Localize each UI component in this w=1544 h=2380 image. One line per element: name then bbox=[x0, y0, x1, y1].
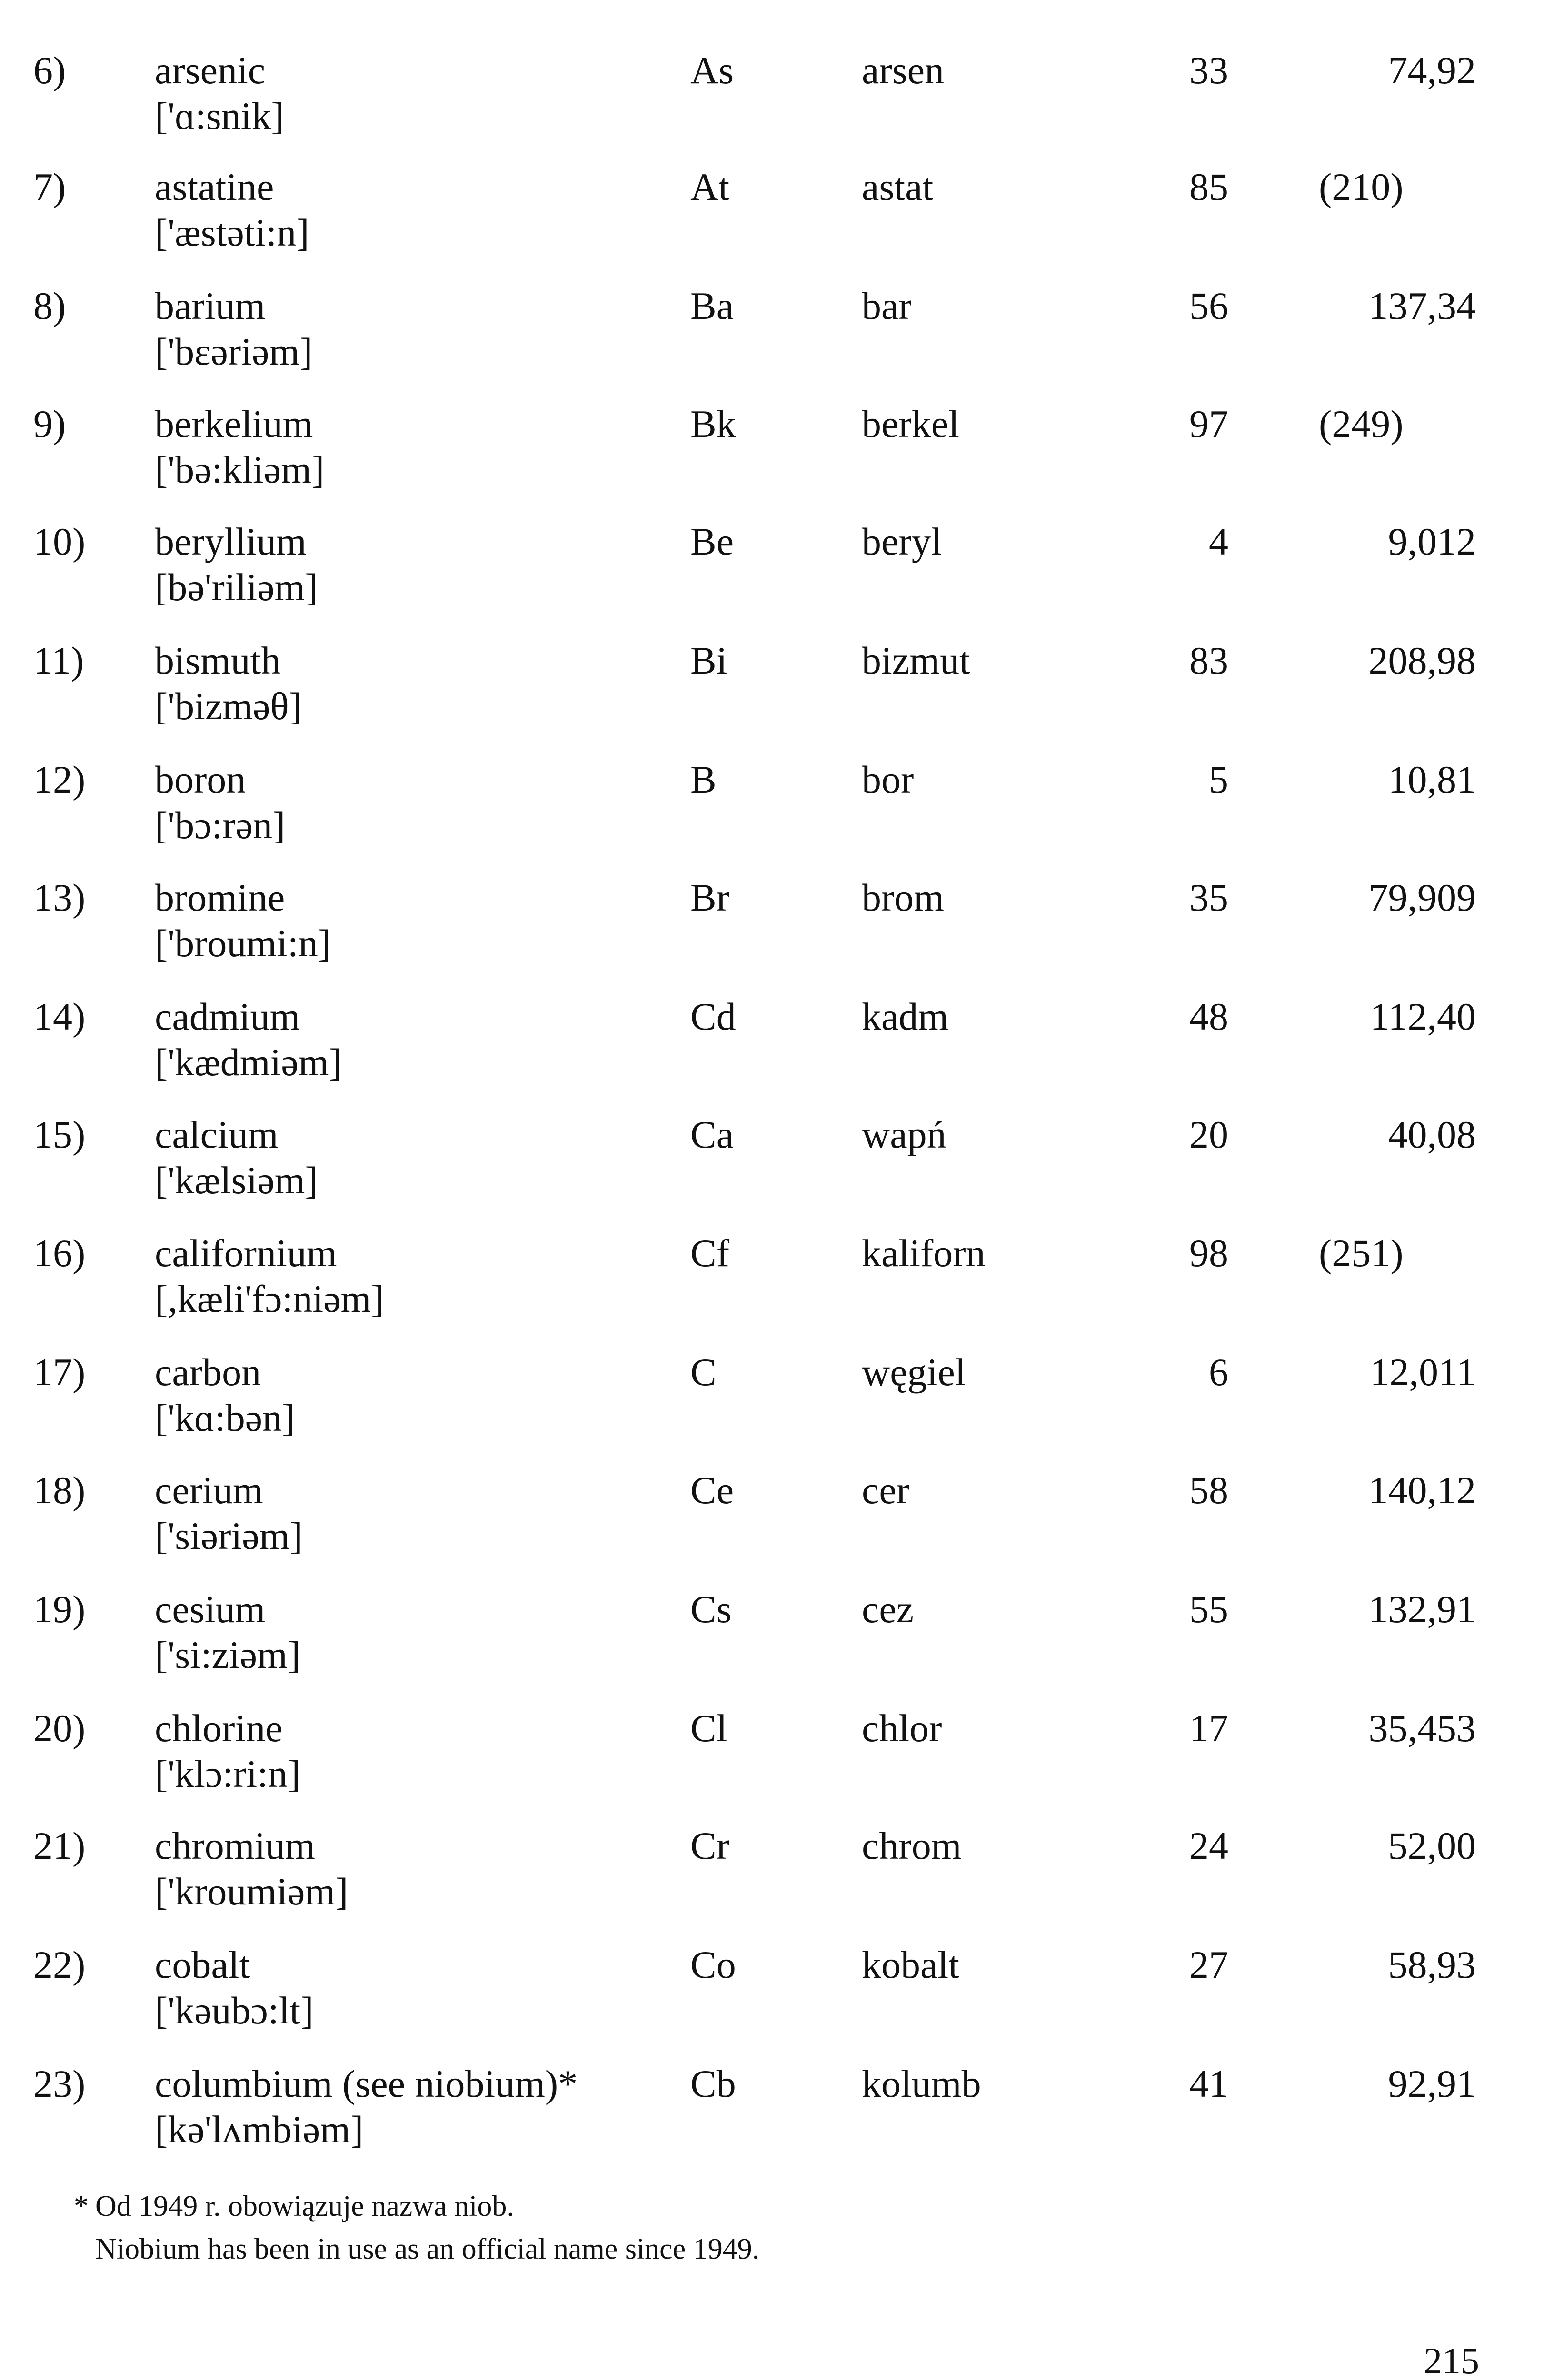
atomic-number: 17 bbox=[1189, 1706, 1228, 1750]
atomic-number: 6 bbox=[1209, 1350, 1228, 1394]
element-name: bismuth bbox=[155, 639, 281, 682]
element-symbol: Ca bbox=[690, 1113, 734, 1156]
element-name: arsenic bbox=[155, 49, 266, 92]
entry-number: 15) bbox=[33, 1113, 86, 1156]
atomic-number: 83 bbox=[1189, 639, 1228, 682]
polish-name: wapń bbox=[862, 1113, 946, 1156]
pronunciation: ['bɔ:rən] bbox=[155, 803, 286, 847]
table-row bbox=[0, 401, 1544, 516]
entry-number: 14) bbox=[33, 995, 86, 1038]
atomic-mass: 140,12 bbox=[1368, 1468, 1476, 1512]
polish-name: brom bbox=[862, 876, 945, 919]
entry-number: 12) bbox=[33, 758, 86, 801]
pronunciation: ['kɑ:bən] bbox=[155, 1396, 295, 1439]
element-symbol: Br bbox=[690, 876, 729, 919]
atomic-mass: 58,93 bbox=[1388, 1943, 1476, 1986]
element-symbol: Bk bbox=[690, 402, 736, 446]
element-name: californium bbox=[155, 1231, 337, 1275]
table-row bbox=[0, 1468, 1544, 1582]
atomic-mass: 9,012 bbox=[1388, 520, 1476, 563]
table-row bbox=[0, 283, 1544, 397]
entry-number: 7) bbox=[33, 165, 66, 208]
atomic-mass: 40,08 bbox=[1388, 1113, 1476, 1156]
element-symbol: Cd bbox=[690, 995, 736, 1038]
polish-name: bor bbox=[862, 758, 914, 801]
pronunciation: ['bə:kliəm] bbox=[155, 448, 325, 491]
pronunciation: ['bizməθ] bbox=[155, 684, 302, 728]
pronunciation: ['æstəti:n] bbox=[155, 211, 309, 254]
atomic-number: 35 bbox=[1189, 876, 1228, 919]
atomic-number: 33 bbox=[1189, 49, 1228, 92]
element-symbol: Cb bbox=[690, 2062, 736, 2105]
table-row bbox=[0, 638, 1544, 752]
polish-name: bizmut bbox=[862, 639, 970, 682]
pronunciation: ['kædmiəm] bbox=[155, 1041, 342, 1084]
entry-number: 16) bbox=[33, 1231, 86, 1275]
footnote-line-polish: Od 1949 r. obowiązuje nazwa niob. bbox=[95, 2190, 514, 2222]
element-symbol: C bbox=[690, 1350, 717, 1394]
entry-number: 13) bbox=[33, 876, 86, 919]
atomic-mass: 52,00 bbox=[1388, 1824, 1476, 1867]
table-row bbox=[0, 1942, 1544, 2056]
atomic-number: 20 bbox=[1189, 1113, 1228, 1156]
table-row bbox=[0, 875, 1544, 989]
table-row bbox=[0, 2061, 1544, 2175]
table-row bbox=[0, 1706, 1544, 1820]
element-symbol: As bbox=[690, 49, 734, 92]
table-row bbox=[0, 1112, 1544, 1226]
entry-number: 9) bbox=[33, 402, 66, 446]
element-name: cesium bbox=[155, 1587, 266, 1631]
polish-name: kaliforn bbox=[862, 1231, 986, 1275]
entry-number: 21) bbox=[33, 1824, 86, 1867]
element-name: boron bbox=[155, 758, 246, 801]
polish-name: chrom bbox=[862, 1824, 962, 1867]
pronunciation: ['siəriəm] bbox=[155, 1514, 303, 1557]
polish-name: bar bbox=[862, 284, 912, 327]
element-name: chromium bbox=[155, 1824, 316, 1867]
pronunciation: ['si:ziəm] bbox=[155, 1633, 301, 1676]
atomic-number: 41 bbox=[1189, 2062, 1228, 2105]
element-symbol: B bbox=[690, 758, 717, 801]
polish-name: kadm bbox=[862, 995, 949, 1038]
atomic-number: 4 bbox=[1209, 520, 1228, 563]
element-name: bromine bbox=[155, 876, 285, 919]
entry-number: 8) bbox=[33, 284, 66, 327]
polish-name: beryl bbox=[862, 520, 942, 563]
footnote-line-english: Niobium has been in use as an official name since 1949. bbox=[95, 2233, 760, 2265]
pronunciation: ['kælsiəm] bbox=[155, 1159, 318, 1202]
element-symbol: Co bbox=[690, 1943, 736, 1986]
atomic-number: 48 bbox=[1189, 995, 1228, 1038]
atomic-number: 27 bbox=[1189, 1943, 1228, 1986]
element-symbol: Ce bbox=[690, 1468, 734, 1512]
footnote-marker: * bbox=[74, 2190, 89, 2222]
entry-number: 17) bbox=[33, 1350, 86, 1394]
element-name: astatine bbox=[155, 165, 274, 208]
element-name: calcium bbox=[155, 1113, 279, 1156]
atomic-number: 55 bbox=[1189, 1587, 1228, 1631]
element-symbol: Cr bbox=[690, 1824, 729, 1867]
atomic-number: 85 bbox=[1189, 165, 1228, 208]
atomic-number: 98 bbox=[1189, 1231, 1228, 1275]
pronunciation: ['bɛəriəm] bbox=[155, 330, 313, 373]
element-symbol: Bi bbox=[690, 639, 727, 682]
atomic-number: 56 bbox=[1189, 284, 1228, 327]
pronunciation: ['broumi:n] bbox=[155, 922, 331, 965]
pronunciation: ['klɔ:ri:n] bbox=[155, 1752, 301, 1795]
element-name: cerium bbox=[155, 1468, 263, 1512]
element-symbol: Be bbox=[690, 520, 734, 563]
element-symbol: At bbox=[690, 165, 729, 208]
entry-number: 19) bbox=[33, 1587, 86, 1631]
table-row bbox=[0, 994, 1544, 1108]
entry-number: 23) bbox=[33, 2062, 86, 2105]
page-number: 215 bbox=[1424, 2340, 1479, 2380]
pronunciation: [kə'lʌmbiəm] bbox=[155, 2108, 364, 2151]
entry-number: 6) bbox=[33, 49, 66, 92]
atomic-number: 58 bbox=[1189, 1468, 1228, 1512]
atomic-mass: 79,909 bbox=[1368, 876, 1476, 919]
element-symbol: Cl bbox=[690, 1706, 727, 1750]
atomic-number: 97 bbox=[1189, 402, 1228, 446]
entry-number: 18) bbox=[33, 1468, 86, 1512]
entry-number: 20) bbox=[33, 1706, 86, 1750]
polish-name: chlor bbox=[862, 1706, 942, 1750]
pronunciation: [bə'riliəm] bbox=[155, 565, 318, 609]
polish-name: cer bbox=[862, 1468, 910, 1512]
atomic-number: 24 bbox=[1189, 1824, 1228, 1867]
atomic-mass: (210) bbox=[1319, 165, 1404, 208]
atomic-mass: 92,91 bbox=[1388, 2062, 1476, 2105]
element-name: beryllium bbox=[155, 520, 307, 563]
atomic-mass: 35,453 bbox=[1368, 1706, 1476, 1750]
element-name: cadmium bbox=[155, 995, 300, 1038]
polish-name: kobalt bbox=[862, 1943, 959, 1986]
element-name: cobalt bbox=[155, 1943, 250, 1986]
element-symbol: Ba bbox=[690, 284, 734, 327]
atomic-mass: 74,92 bbox=[1388, 49, 1476, 92]
table-row bbox=[0, 1230, 1544, 1345]
polish-name: berkel bbox=[862, 402, 959, 446]
element-name: chlorine bbox=[155, 1706, 283, 1750]
pronunciation: ['kəubɔ:lt] bbox=[155, 1989, 314, 2032]
table-row bbox=[0, 757, 1544, 871]
atomic-mass: 132,91 bbox=[1368, 1587, 1476, 1631]
table-row bbox=[0, 519, 1544, 633]
atomic-mass: 137,34 bbox=[1368, 284, 1476, 327]
element-name: columbium (see niobium)* bbox=[155, 2062, 578, 2105]
table-row bbox=[0, 1587, 1544, 1701]
atomic-mass: 208,98 bbox=[1368, 639, 1476, 682]
element-name: carbon bbox=[155, 1350, 261, 1394]
footnote bbox=[74, 2185, 760, 2271]
entry-number: 11) bbox=[33, 639, 84, 682]
entry-number: 22) bbox=[33, 1943, 86, 1986]
table-row bbox=[0, 164, 1544, 278]
pronunciation: ['kroumiəm] bbox=[155, 1870, 349, 1913]
atomic-mass: 10,81 bbox=[1388, 758, 1476, 801]
atomic-mass: 12,011 bbox=[1370, 1350, 1476, 1394]
pronunciation: [,kæli'fɔ:niəm] bbox=[155, 1277, 384, 1320]
element-name: barium bbox=[155, 284, 266, 327]
polish-name: astat bbox=[862, 165, 934, 208]
polish-name: arsen bbox=[862, 49, 945, 92]
element-name: berkelium bbox=[155, 402, 313, 446]
element-symbol: Cf bbox=[690, 1231, 729, 1275]
table-row bbox=[0, 1823, 1544, 1937]
polish-name: węgiel bbox=[862, 1350, 966, 1394]
atomic-number: 5 bbox=[1209, 758, 1228, 801]
table-row bbox=[0, 1349, 1544, 1464]
pronunciation: ['ɑ:snik] bbox=[155, 94, 284, 138]
table-row bbox=[0, 48, 1544, 162]
polish-name: cez bbox=[862, 1587, 914, 1631]
atomic-mass: 112,40 bbox=[1370, 995, 1476, 1038]
atomic-mass: (249) bbox=[1319, 402, 1404, 446]
entry-number: 10) bbox=[33, 520, 86, 563]
atomic-mass: (251) bbox=[1319, 1231, 1404, 1275]
element-symbol: Cs bbox=[690, 1587, 732, 1631]
polish-name: kolumb bbox=[862, 2062, 981, 2105]
